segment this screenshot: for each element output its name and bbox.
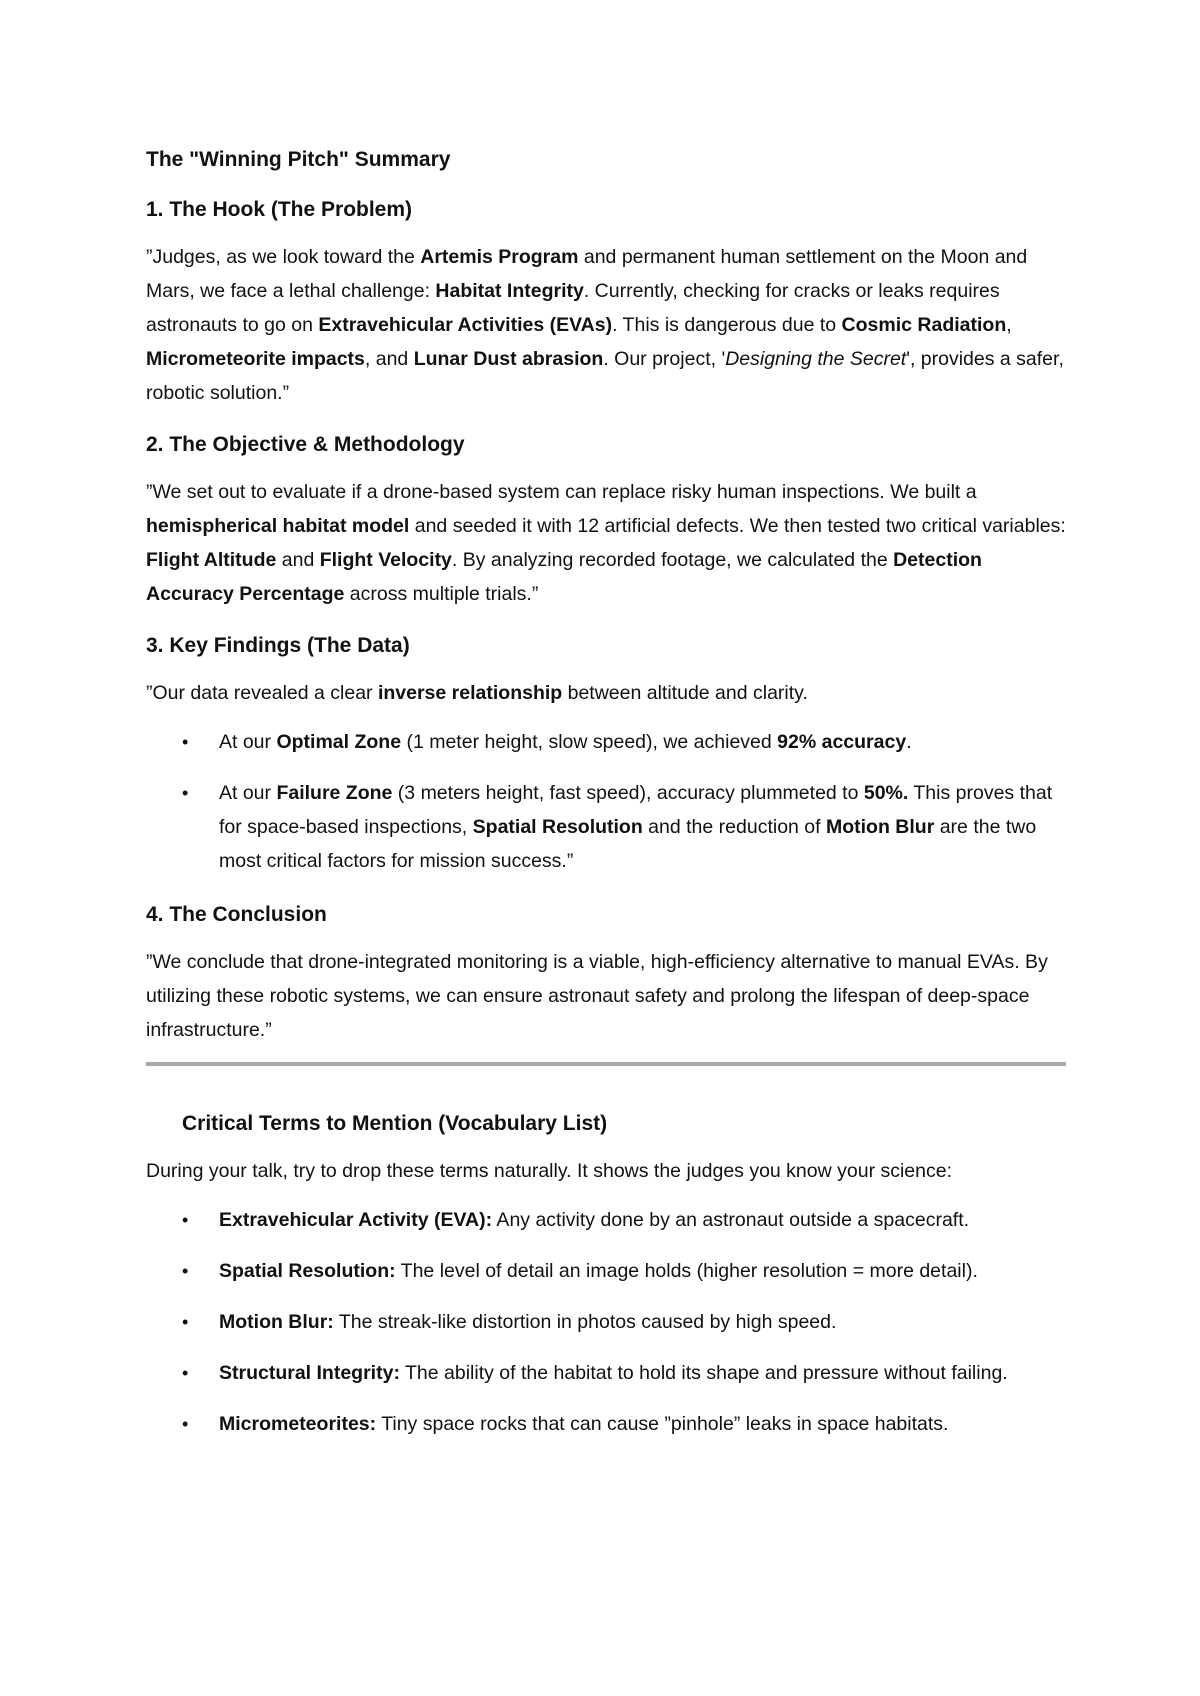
section-heading-hook: 1. The Hook (The Problem) <box>146 198 413 221</box>
list-item: • At our Optimal Zone (1 meter height, slow speed), we achieved 92% accuracy. <box>219 725 1066 759</box>
section-heading-conclusion: 4. The Conclusion <box>146 903 327 926</box>
objective-paragraph: ”We set out to evaluate if a drone-based system can replace risky human inspections. We built a hemispherical habitat model and seeded it with 12 artificial defects. We then tested two critical variables: Flight Altitude and Flight Velocity. By analyzing recorded footage, we calculated the Detection Accuracy Percentage across multiple trials.” <box>146 481 1066 605</box>
vocabulary-heading: Critical Terms to Mention (Vocabulary List) <box>182 1112 608 1135</box>
document-page <box>146 140 1066 1458</box>
bullet-icon: • <box>182 1210 189 1230</box>
list-item: • Motion Blur: The streak-like distortion in photos caused by high speed. <box>219 1305 1066 1339</box>
vocabulary-list <box>146 1203 1066 1441</box>
bullet-icon: • <box>182 1312 189 1332</box>
bullet-icon: • <box>182 1363 189 1383</box>
list-item: • Micrometeorites: Tiny space rocks that can cause ”pinhole” leaks in space habitats. <box>219 1407 1066 1441</box>
bullet-icon: • <box>182 1261 189 1281</box>
hook-paragraph: ”Judges, as we look toward the Artemis Program and permanent human settlement on the Moon and Mars, we face a lethal challenge: Habitat Integrity. Currently, checking for cracks or leaks requires astronauts to go on Extravehicular Activities (EVAs). This is dangerous due to Cosmic Radiation, Micrometeorite impacts, and Lunar Dust abrasion. Our project, 'Designing the Secret', provides a safer, robotic solution.” <box>146 246 1064 404</box>
conclusion-paragraph: ”We conclude that drone-integrated monitoring is a viable, high-efficiency alternative to manual EVAs. By utilizing these robotic systems, we can ensure astronaut safety and prolong the lifespan of deep-space infrastructure.” <box>146 951 1048 1041</box>
bullet-icon: • <box>182 1414 189 1434</box>
findings-list <box>146 725 1066 878</box>
list-item: • Extravehicular Activity (EVA): Any activity done by an astronaut outside a spacecraft. <box>219 1203 1066 1237</box>
list-item: • At our Failure Zone (3 meters height, fast speed), accuracy plummeted to 50%. This proves that for space-based inspections, Spatial Resolution and the reduction of Motion Blur are the two most critical factors for mission success.” <box>219 776 1066 878</box>
bullet-icon: • <box>182 732 189 752</box>
section-heading-objective: 2. The Objective & Methodology <box>146 433 465 456</box>
list-item: • Structural Integrity: The ability of the habitat to hold its shape and pressure without failing. <box>219 1356 1066 1390</box>
vocabulary-intro: During your talk, try to drop these terms naturally. It shows the judges you know your science: <box>146 1160 953 1182</box>
list-item: • Spatial Resolution: The level of detail an image holds (higher resolution = more detail). <box>219 1254 1066 1288</box>
findings-paragraph: ”Our data revealed a clear inverse relationship between altitude and clarity. <box>146 682 808 704</box>
horizontal-divider <box>146 1062 1066 1066</box>
bullet-icon: • <box>182 783 189 803</box>
document-title: The "Winning Pitch" Summary <box>146 148 451 171</box>
section-heading-findings: 3. Key Findings (The Data) <box>146 634 410 657</box>
